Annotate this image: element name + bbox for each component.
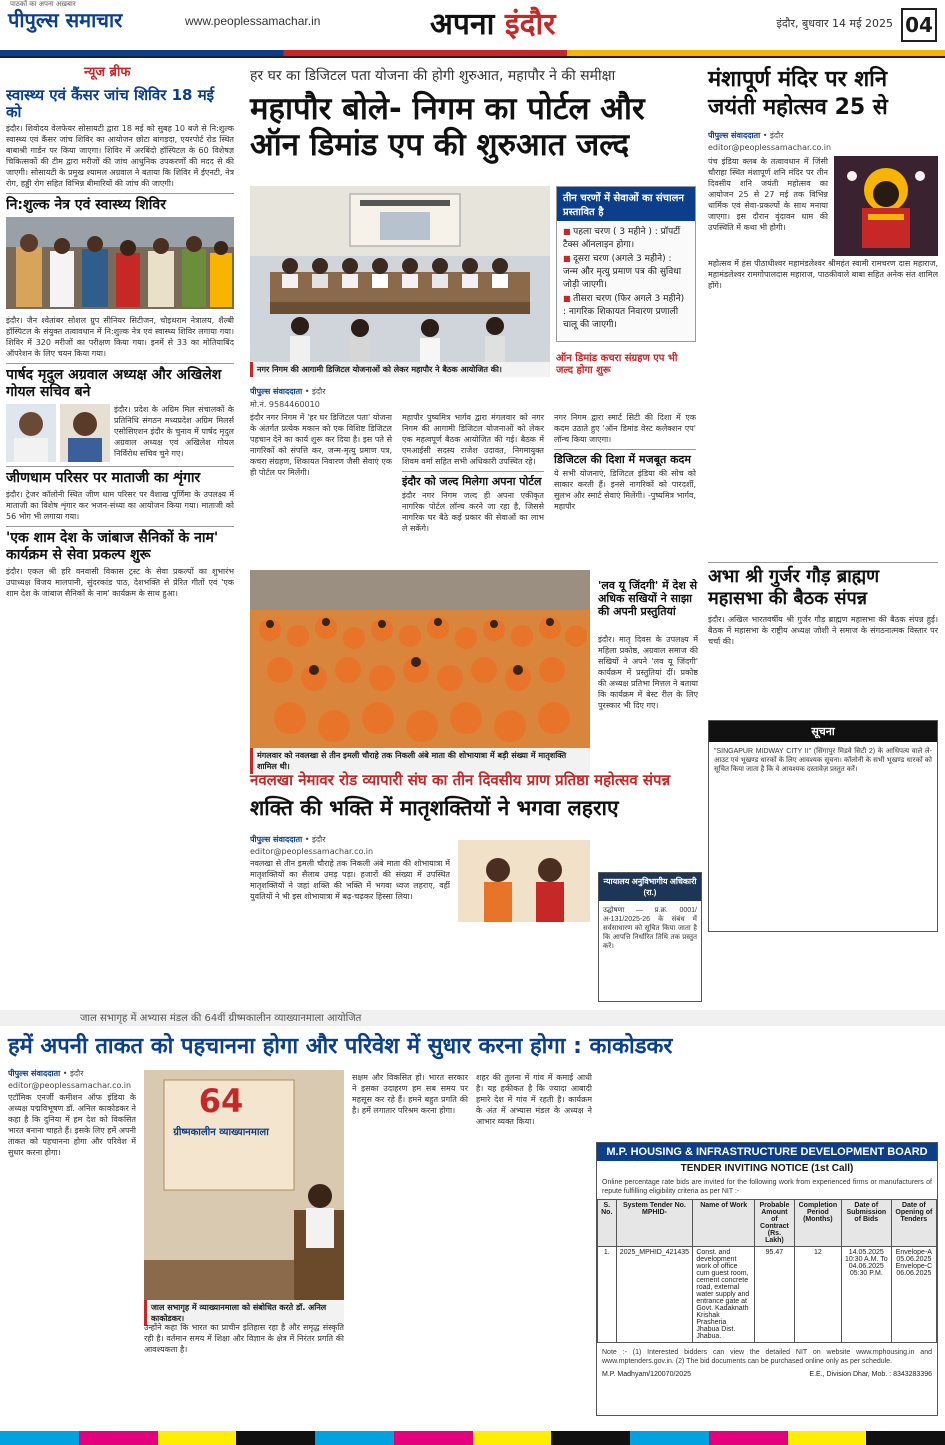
bottom-band: जाल सभागृह में अभ्यास मंडल की 64वीं ग्रीष्मकालीन व्याख्यानमाला आयोजित	[0, 1010, 945, 1026]
tender-notice	[596, 1142, 938, 1416]
lead-photo-caption: नगर निगम की आगामी डिजिटल योजनाओं को लेकर महापौर ने बैठक आयोजित की।	[250, 362, 550, 377]
bottom-body-4: शहर की तुलना में गांव में कमाई आधी है। यह हकीकत है कि ज्यादा आबादी हमारे देश में गांव में रहती है। कार्यक्रम के अंत में अभ्यास मंडल के अध्यक्ष ने आभार व्यक्त किया।	[476, 1073, 592, 1126]
tender-col-submission: Date of Submission of Bids	[841, 1200, 891, 1247]
table-row	[598, 1247, 937, 1343]
tender-cell: Const. and development work of office cum guest room, cement concrete road, external water supply and entrance gate at Govt. Kadaknath Krishak Prasheria Jhabua Dist. Jhabua.	[693, 1247, 755, 1343]
lead-columns	[250, 410, 696, 534]
tender-cell: 1.	[598, 1247, 617, 1343]
sub1-heading: इंदौर को जल्द मिलेगा अपना पोर्टल	[402, 471, 544, 488]
byline-name: पीपुल्स संवाददाता	[8, 1069, 61, 1078]
sub1-body: इंदौर नगर निगम जल्द ही अपना एकीकृत नागरिक पोर्टल लॉन्च करने जा रहा है, जिससे नागरिक घर बैठे कई प्रकार की सेवाओं का लाभ ले सकेंगे।	[402, 491, 544, 533]
tender-col-no: System Tender No. MPHID-	[616, 1200, 693, 1247]
tender-note: Note :- (1) Interested bidders can view the detailed NIT on website www.mphousing.in and www.mptenders.gov.in. (2) The bid documents can be purchased online only as per schedule.	[602, 1349, 932, 1365]
sub3-body: ये सभी योजनाएं, डिजिटल इंडिया की सोच को साकार करती हैं। इनसे नागरिकों को पारदर्शी, सुलभ और स्मार्ट सेवाएं मिलेंगी। -पुष्यमित्र भार्गव, महापौर	[554, 469, 696, 511]
left-column	[6, 62, 234, 1002]
sub2-block	[556, 346, 696, 386]
phases-box-title: तीन चरणों में सेवाओं का संचालन प्रस्तावित है	[557, 187, 695, 221]
phases-list	[557, 221, 695, 336]
byline-name: पीपुल्स संवाददाता	[708, 131, 761, 140]
lecture-photo-caption: जाल सभागृह में व्याख्यानमाला को संबोधित करते डॉ. अनिल काकोडकर।	[144, 1300, 344, 1326]
lead-deck: हर घर का डिजिटल पता योजना की होगी शुरुआत, महापौर ने की समीक्षा	[250, 68, 616, 84]
bottom-col-1	[8, 1066, 136, 1416]
byline-city: इंदौर	[312, 835, 326, 844]
byline-city: इंदौर	[312, 387, 326, 396]
tender-footer	[597, 1369, 937, 1380]
section-title-word: अपना	[430, 7, 495, 42]
tender-col-work: Name of Work	[693, 1200, 755, 1247]
page-number: 04	[901, 8, 937, 42]
procession-inset-photo	[458, 840, 590, 922]
tender-footer-right: E.E., Division Dhar, Mob. : 8343283396	[809, 1371, 932, 1378]
bottom-byline: पीपुल्स संवाददाता • इंदौर	[8, 1069, 84, 1078]
procession-byline: पीपुल्स संवाददाता • इंदौर	[250, 835, 326, 844]
bottom-email: editor@peoplessamachar.co.in	[8, 1081, 132, 1090]
bottom-body-2: उन्होंने कहा कि भारत का प्राचीन इतिहास रहा है और समृद्ध संस्कृति रही है। वर्तमान समय में शिक्षा और विज्ञान के क्षेत्र में निरंतर प्रगति की आवश्यकता है।	[144, 1323, 344, 1354]
procession-email: editor@peoplessamachar.co.in	[250, 847, 374, 856]
court-notice-title: न्यायालय अनुविभागीय अधिकारी (रा.)	[599, 873, 701, 901]
sub2-body: नगर निगम द्वारा स्मार्ट सिटी की दिशा में एक कदम उठाते हुए 'ऑन डिमांड वेस्ट कलेक्शन एप' लॉन्च किया जाएगा।	[554, 413, 696, 444]
lead-byline: पीपुल्स संवाददाता • इंदौर	[250, 387, 326, 396]
right-body-2: महोत्सव में हंस पीठाधीश्वर महामंडलेश्वर श्रीमहंत स्वामी रामचरण दास महाराज, महामंडलेश्वर रामगोपालदास महाराज, पाठकीवाले बाबा सहित अनेक संत शामिल होंगे।	[708, 259, 938, 290]
right-story2-headline: अभा श्री गुर्जर गौड़ ब्राह्मण महासभा की बैठक संपन्न	[708, 562, 938, 610]
tender-cell: 95.47	[755, 1247, 795, 1343]
tender-cell: Envelope-A 05.06.2025 Envelope-C 06.06.2025	[891, 1247, 936, 1343]
section-title	[430, 2, 556, 43]
lead-headline: महापौर बोले- निगम का पोर्टल और ऑन डिमांड एप की शुरुआत जल्द	[250, 91, 645, 163]
lecture-banner-number: 64	[198, 1082, 244, 1120]
tender-col-sno: S. No.	[598, 1200, 617, 1247]
section-title-city: इंदौर	[504, 7, 556, 42]
phase-item: ■ दूसरा चरण (अगले 3 महीने) : जन्म और मृत्यु प्रमाण पत्र की सुविधा जोड़ी जाएगी।	[563, 252, 689, 292]
tender-footer-left: M.P. Madhyam/120070/2025	[602, 1371, 691, 1378]
bottom-body-1: एटॉमिक एनर्जी कमीशन ऑफ इंडिया के अध्यक्ष पद्मविभूषण डॉ. अनिल काकोडकर ने कहा है कि दुनिया में हम देश को विकसित भारत बनाना चाहते हैं। इसके लिए हमें अपनी ताकत को पहचानना होगा और परिवेश में सुधार करना होगा।	[8, 1093, 136, 1157]
brief-body-1: इंदौर। शिवोदय वेलफेयर सोसायटी द्वारा 18 मई को सुबह 10 बजे से नि:शुल्क स्वास्थ्य एवं कैंसर जांच शिविर का आयोजन छोटा बांगड़दा, एयरपोर्ट रोड स्थित बाबाश्री गार्डन पर किया जाएगा। शिविर में अरबिंदो हॉस्पिटल के 60 विशेषज्ञ चिकित्सकों की टीम द्वारा मरीजों की जांच आधुनिक उपकरणों की मदद से की जाएगी। सोसायटी के प्रमुख श्यामल अग्रवाल ने बताया कि शिविर में ईएनटी, नेत्र रोग, हड्डी रोग सहित विभिन्न बीमारियों की जांच की जाएगी।	[6, 124, 234, 188]
portrait-photo-1	[6, 404, 56, 462]
court-notice	[598, 872, 702, 1002]
phases-box	[556, 186, 696, 342]
tender-col-amount: Probable Amount of Contract (Rs. Lakh)	[755, 1200, 795, 1247]
suchna-notice	[708, 720, 938, 932]
brief-headline-4: जीणधाम परिसर पर माताजी का शृंगार	[6, 466, 234, 487]
love-you-zindagi-headline: 'लव यू जिंदगी' में देश से अधिक सखियों ने साझा की अपनी प्रस्तुतियां	[598, 579, 698, 618]
lead-phone: मो.नं. 9584460010	[250, 400, 320, 409]
website-url: www.peoplessamachar.in	[185, 14, 321, 28]
procession-headline: शक्ति की भक्ति में मातृशक्तियों ने भगवा लहराए	[250, 796, 619, 820]
board-title: M.P. HOUSING & INFRASTRUCTURE DEVELOPMENT BOARD	[597, 1143, 937, 1161]
tender-title: TENDER INVITING NOTICE (1st Call)	[680, 1163, 854, 1174]
right-email: editor@peoplessamachar.co.in	[708, 143, 832, 152]
brief-headline-5: 'एक शाम देश के जांबाज सैनिकों के नाम' कार्यक्रम से सेवा प्रकल्प शुरू	[6, 526, 234, 564]
love-you-zindagi-body: इंदौर। मातृ दिवस के उपलक्ष्य में महिला प्रकोष्ठ, अग्रवाल समाज की सखियों ने अपने 'लव यू जिंदगी' कार्यक्रम में प्रस्तुतियां दीं। प्रकोष्ठ की अध्यक्ष प्रतिभा मित्तल ने बताया कि कार्यक्रम में बेस्ट रील के लिए पुरस्कार भी दिए गए।	[598, 635, 698, 710]
lead-photo-meeting	[250, 186, 550, 362]
dateline: इंदौर, बुधवार 14 मई 2025	[776, 17, 893, 30]
suchna-body: "SINGAPUR MIDWAY CITY II" (सिंगापुर मिडवे सिटी 2) के आधिपत्य वाले ले-आउट एवं भूखण्ड धारकों के लिए आवश्यक सूचना। कॉलोनी के सभी भूखण्ड धारकों को सूचित किया जाता है कि वे आवश्यक दस्तावेज़ प्रस्तुत करें।	[714, 748, 932, 773]
tender-col-period: Completion Period (Months)	[794, 1200, 841, 1247]
portrait-photo-2	[60, 404, 110, 462]
brief-headline-1: स्वास्थ्य एवं कैंसर जांच शिविर 18 मई को	[6, 86, 215, 121]
right-headline: मंशापूर्ण मंदिर पर शनि जयंती महोत्सव 25 से	[708, 67, 888, 120]
sub3-heading: डिजिटल की दिशा में मजबूत कदम	[554, 449, 696, 466]
phase-item: ■ तीसरा चरण (फिर अगले 3 महीने) : नागरिक शिकायत निवारण प्रणाली चालू की जाएगी।	[563, 292, 689, 332]
lead-body-1: इंदौर नगर निगम में 'हर घर डिजिटल पता' योजना के अंतर्गत प्रत्येक मकान को एक विशिष्ट डिजिटल पहचान देने का कार्य शुरू कर दिया है। इस पते से नागरिकों को संपत्ति कर, जन्म-मृत्यु प्रमाण पत्र, कचरा संग्रहण, शिकायत निवारण जैसी सेवाएं एक ही पोर्टल पर मिलेंगी।	[250, 413, 392, 477]
tender-cell: 2025_MPHID_421435	[616, 1247, 693, 1343]
tender-col-opening: Date of Opening of Tenders	[891, 1200, 936, 1247]
bottom-body-3: सक्षम और विकसित हो। भारत सरकार ने इसका उदाहरण हम सब समय पर महसूस कर रहे हैं। हमने बहुत प्रगति की है। हमें लगातार परिश्रम करना होगा।	[352, 1073, 468, 1115]
news-brief-kicker: न्यूज ब्रीफ	[84, 65, 131, 80]
procession-photo-caption: मंगलवार को नवलखा से तीन इमली चौराहे तक निकली अंबे माता की शोभायात्रा में बड़ी संख्या में मातृशक्ति शामिल थी।	[250, 748, 590, 774]
lead-body-2: महापौर पुष्यमित्र भार्गव द्वारा मंगलवार को नगर निगम की आगामी डिजिटल योजनाओं को लेकर एक महत्वपूर्ण बैठक आयोजित की गई। बैठक में एमआईसी सदस्य राजेश उदावत, निगमायुक्त शिवम वर्मा सहित सभी अधिकारी उपस्थित रहे।	[402, 413, 544, 466]
byline-city: इंदौर	[770, 131, 784, 140]
lecture-banner-text: ग्रीष्मकालीन व्याख्यानमाला	[173, 1127, 269, 1138]
logo-tagline: पाठकों का अपना अख़बार	[10, 0, 76, 8]
phase-item: ■ पहला चरण ( 3 महीने ) : प्रॉपर्टी टैक्स ऑनलाइन होगा।	[563, 225, 689, 252]
right-story2	[708, 612, 938, 714]
right-body: पंच इंडिया क्लब के तत्वावधान में जिंसी चौराहा स्थित मंशापूर्ण शनि मंदिर पर तीन दिवसीय शनि जयंती महोत्सव का आयोजन 25 से 27 मई तक विभिन्न धार्मिक एवं सेवा-प्रकल्पों के साथ मनाया जाएगा। इस दौरान वृंदावन धाम की उपस्थिति में कथा भी होगी।	[708, 157, 828, 232]
lead-body	[250, 384, 696, 560]
byline-city: इंदौर	[70, 1069, 84, 1078]
right-column	[708, 128, 938, 558]
tender-cell: 12	[794, 1247, 841, 1343]
procession-body: नवलखा से तीन इमली चौराहे तक निकली अंबे माता की शोभायात्रा में मातृशक्तियों का सैलाब उमड़ पड़ा। हजारों की संख्या में उपस्थित मातृशक्तियों ने जहां शक्ति की भक्ति में भगवा ध्वज लहराए, वहीं युवतियों ने भी इस शोभायात्रा में बढ़-चढ़कर हिस्सा लिया।	[250, 859, 450, 901]
eye-camp-photo	[6, 217, 234, 309]
tender-cell: 14.05.2025 10:30 A.M. To 04.06.2025 05:30 P.M.	[841, 1247, 891, 1343]
brief-body-3: इंदौर। प्रदेश के अग्रिम मिल संचालकों के प्रतिनिधि संगठन मध्यप्रदेश अग्रिम मिलर्स एसोसिएशन इंदौर के चुनाव में पार्षद मृदुल अग्रवाल अध्यक्ष एवं अखिलेश गोयल निर्विरोध सचिव चुने गए।	[114, 405, 234, 458]
shani-deity-photo	[834, 156, 938, 256]
right-story2-body: इंदौर। अखिल भारतवर्षीय श्री गुर्जर गौड़ ब्राह्मण महासभा की बैठक संपन्न हुई। बैठक में महासभा के राष्ट्रीय अध्यक्ष जोशी ने समाज के संगठनात्मक विस्तार पर चर्चा की।	[708, 615, 938, 646]
color-registration-strip	[0, 1431, 945, 1445]
brief-body-2: इंदौर। जैन श्वेतांबर सोशल ग्रुप सीनियर सिटीजन, चोइथराम नेत्रालय, शैल्बी हॉस्पिटल के संयुक्त तत्वावधान में नि:शुल्क नेत्र एवं स्वास्थ्य शिविर लगाया गया। शिविर में 320 मरीजों का परीक्षण किया गया। इनमें से 33 का मोतियाबिंद ऑपरेशन के लिए चयन किया गया।	[6, 316, 234, 358]
love-you-zindagi-col	[598, 632, 698, 868]
suchna-title: सूचना	[709, 721, 937, 742]
office-bearers-photos	[6, 404, 234, 462]
tender-table	[597, 1199, 937, 1343]
right-byline: पीपुल्स संवाददाता • इंदौर	[708, 131, 784, 140]
court-notice-body: उद्घोषणा — प्र.क्र. 0001/अ-131/2025-26 के संबंध में सर्वसाधारण को सूचित किया जाता है कि आपत्ति निर्धारित तिथि तक प्रस्तुत करें।	[603, 907, 697, 950]
bottom-col-2	[352, 1070, 592, 1416]
tender-intro: Online percentage rate bids are invited for the following work from experienced firms or manufacturers of repute fulfilling eligibility criteria as per NIT :-	[602, 1179, 932, 1195]
bottom-col-3	[144, 1320, 344, 1416]
byline-name: पीपुल्स संवाददाता	[250, 835, 303, 844]
byline-name: पीपुल्स संवाददाता	[250, 387, 303, 396]
newspaper-logo	[8, 0, 123, 33]
brief-body-5: इंदौर। एकल श्री हरि वनवासी विकास ट्रस्ट के सेवा प्रकल्पों का शुभारंभ उपाध्यक्ष विजय मालपानी, सुंदरकांड पाठ, देशभक्ति से प्रेरित गीतों एवं 'एक शाम देश के जांबाज सैनिकों के नाम' कार्यक्रम के साथ हुआ।	[6, 567, 234, 598]
logo-text: पीपुल्स समाचार	[8, 8, 123, 32]
brief-headline-2: नि:शुल्क नेत्र एवं स्वास्थ्य शिविर	[6, 193, 234, 214]
bottom-headline: हमें अपनी ताकत को पहचानना होगा और परिवेश में सुधार करना होगा : काकोडकर	[8, 1034, 673, 1059]
brief-headline-3: पार्षद मृदुल अग्रवाल अध्यक्ष और अखिलेश गोयल सचिव बने	[6, 363, 234, 401]
sub2-heading: ऑन डिमांड कचरा संग्रहण एप भी जल्द होगा शुरू	[556, 353, 678, 376]
procession-body-col	[250, 832, 450, 1002]
procession-photo	[250, 570, 590, 748]
procession-headline-top: नवलखा नेमावर रोड व्यापारी संघ का तीन दिवसीय प्राण प्रतिष्ठा महोत्सव संपन्न	[250, 771, 671, 789]
brief-body-4: इंदौर। ट्रेजर कॉलोनी स्थित जीण धाम परिसर पर वैशाख पूर्णिमा के उपलक्ष्य में माताजी का विशेष शृंगार कर भजन-संध्या का आयोजन किया गया। माताजी को 56 भोग भी लगाया गया।	[6, 490, 234, 521]
masthead-ribbon	[0, 50, 945, 56]
